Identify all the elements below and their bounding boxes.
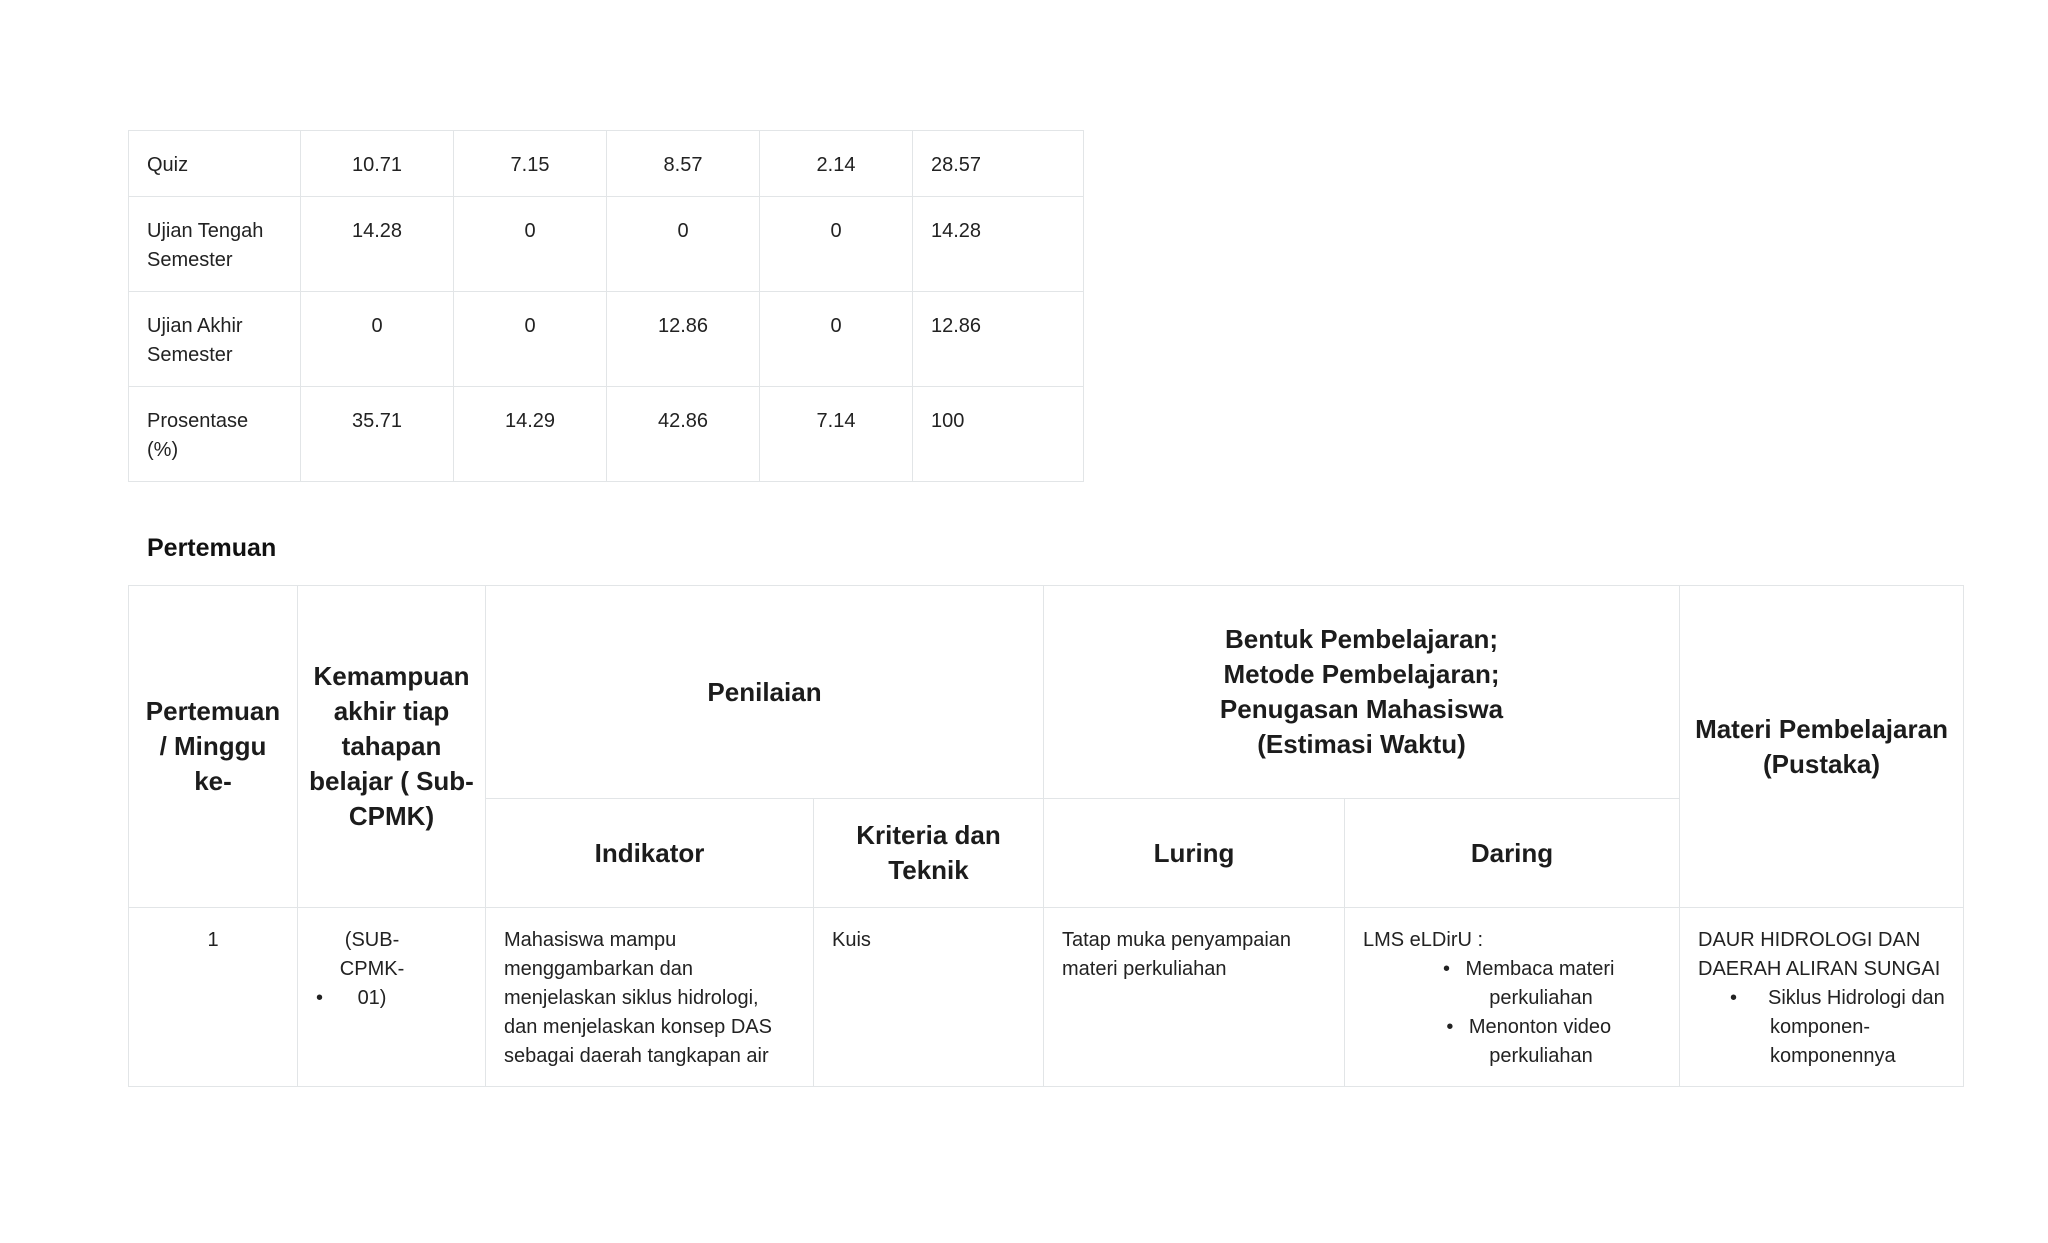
table-cell: 14.28 xyxy=(301,197,454,292)
ability-cell xyxy=(298,908,486,1087)
table-cell: 7.14 xyxy=(760,387,913,482)
online-cell xyxy=(1345,908,1680,1087)
table-cell: 0 xyxy=(760,197,913,292)
row-label: Ujian Tengah Semester xyxy=(129,197,301,292)
list-item-text: Membaca materi perkuliahan xyxy=(1465,958,1615,1009)
bullet-icon: • xyxy=(1446,1016,1454,1038)
indicator-cell: Mahasiswa mampu menggambarkan dan menjelaskan siklus hidrologi, dan menjelaskan konsep DAS sebagai daerah tangkapan air xyxy=(486,908,814,1087)
ability-item: (SUB-CPMK-01) xyxy=(339,929,405,1009)
table-cell: 0 xyxy=(760,292,913,387)
row-total: 100 xyxy=(913,387,1084,482)
list-item xyxy=(1363,955,1661,1013)
materials-cell xyxy=(1680,908,1964,1087)
table-row xyxy=(129,908,1964,1087)
table-cell: 0 xyxy=(454,292,607,387)
list-item xyxy=(1363,1013,1661,1071)
meeting-plan-table xyxy=(128,585,1964,1087)
criteria-cell: Kuis xyxy=(814,908,1044,1087)
table-row xyxy=(129,292,1084,387)
section-title: Pertemuan xyxy=(147,534,277,562)
table-cell: 0 xyxy=(454,197,607,292)
list-item xyxy=(1698,984,1945,1071)
bullet-icon: • xyxy=(1443,958,1451,980)
row-total: 28.57 xyxy=(913,131,1084,197)
header-offline: Luring xyxy=(1044,799,1345,908)
table-cell: 8.57 xyxy=(607,131,760,197)
header-online: Daring xyxy=(1345,799,1680,908)
row-label: Quiz xyxy=(129,131,301,197)
header-assessment: Penilaian xyxy=(486,586,1044,799)
header-meeting: Pertemuan / Minggu ke- xyxy=(129,586,298,908)
materials-list xyxy=(1698,984,1945,1071)
header-indicator: Indikator xyxy=(486,799,814,908)
online-list xyxy=(1363,955,1661,1071)
assessment-weight-table xyxy=(128,130,1084,482)
table-cell: 0 xyxy=(607,197,760,292)
table-row xyxy=(129,387,1084,482)
row-label: Prosentase (%) xyxy=(129,387,301,482)
table-cell: 14.29 xyxy=(454,387,607,482)
header-learning-line: Penugasan Mahasiswa xyxy=(1219,694,1504,724)
list-item-text: Siklus Hidrologi dan komponen-komponennya xyxy=(1768,987,1945,1067)
row-total: 14.28 xyxy=(913,197,1084,292)
table-cell: 42.86 xyxy=(607,387,760,482)
table-row xyxy=(129,131,1084,197)
table-cell: 35.71 xyxy=(301,387,454,482)
header-learning-line: Metode Pembelajaran; xyxy=(1223,659,1500,689)
row-total: 12.86 xyxy=(913,292,1084,387)
table-row xyxy=(129,197,1084,292)
header-learning-line: Bentuk Pembelajaran; xyxy=(1224,624,1499,654)
header-learning-form xyxy=(1044,586,1680,799)
header-learning-line: (Estimasi Waktu) xyxy=(1257,729,1466,759)
bullet-icon: • xyxy=(1730,987,1738,1009)
materials-title: DAUR HIDROLOGI DAN DAERAH ALIRAN SUNGAI xyxy=(1698,929,1941,980)
table-cell: 7.15 xyxy=(454,131,607,197)
bullet-icon: • xyxy=(316,987,324,1009)
table-cell: 0 xyxy=(301,292,454,387)
offline-cell: Tatap muka penyampaian materi perkuliahan xyxy=(1044,908,1345,1087)
table-cell: 12.86 xyxy=(607,292,760,387)
header-criteria: Kriteria dan Teknik xyxy=(814,799,1044,908)
table-cell: 2.14 xyxy=(760,131,913,197)
table-cell: 10.71 xyxy=(301,131,454,197)
header-materials: Materi Pembelajaran (Pustaka) xyxy=(1680,586,1964,908)
header-ability: Kemampuan akhir tiap tahapan belajar ( Sub-CPMK) xyxy=(298,586,486,908)
list-item-text: Menonton video perkuliahan xyxy=(1468,1016,1612,1067)
meeting-number: 1 xyxy=(129,908,298,1087)
header-row xyxy=(129,586,1964,799)
row-label: Ujian Akhir Semester xyxy=(129,292,301,387)
online-title: LMS eLDirU : xyxy=(1363,929,1484,951)
